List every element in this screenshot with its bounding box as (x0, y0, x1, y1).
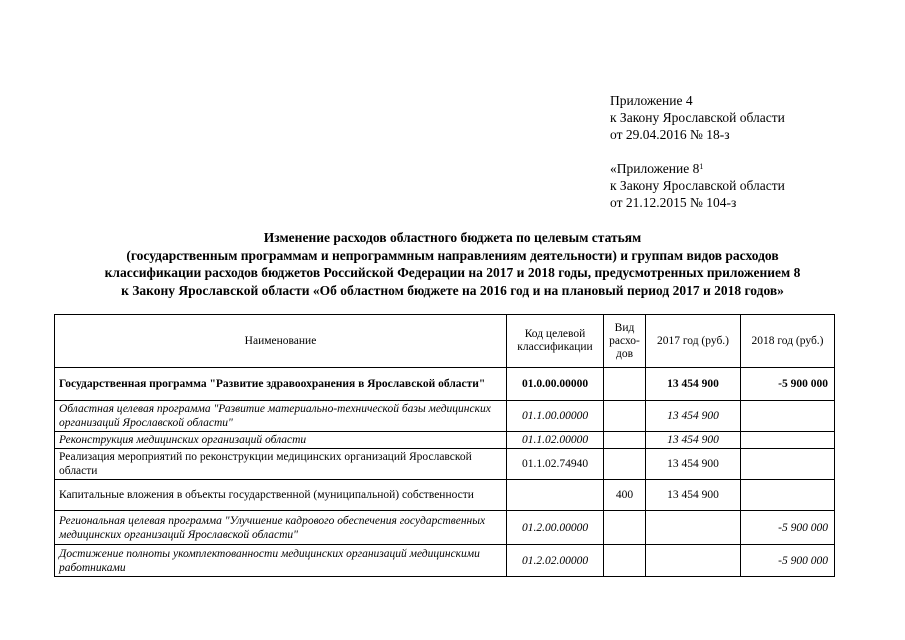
appendix-line: «Приложение $8^1$ (610, 161, 704, 176)
row-type (604, 368, 646, 401)
appendix-line: Приложение 4 (610, 93, 693, 108)
row-name: Государственная программа "Развитие здравоохранения в Ярославской области" (55, 368, 507, 401)
row-type (604, 449, 646, 480)
row-code: 01.0.00.00000 (507, 368, 604, 401)
row-2018: -5 900 000 (741, 511, 835, 545)
row-code: 01.2.00.00000 (507, 511, 604, 545)
row-2017: 13 454 900 (646, 480, 741, 511)
row-name: Достижение полноты укомплектованности медицинских организаций медицинскими работниками (55, 545, 507, 577)
row-2018: -5 900 000 (741, 368, 835, 401)
budget-table (54, 314, 835, 577)
table-row (55, 480, 835, 511)
appendix-line: от 21.12.2015 № 104-з (610, 195, 737, 210)
appendix-line: к Закону Ярославской области (610, 178, 785, 193)
row-2018: -5 900 000 (741, 545, 835, 577)
row-name: Областная целевая программа "Развитие материально-технической базы медицинских организаций Ярославской области" (55, 401, 507, 432)
row-2018 (741, 401, 835, 432)
row-2017: 13 454 900 (646, 432, 741, 449)
title-line: (государственным программам и непрограммным направлениям деятельности) и группам видов расходов (126, 247, 779, 263)
table-row (55, 401, 835, 432)
row-type: 400 (604, 480, 646, 511)
row-type (604, 545, 646, 577)
document-title (40, 229, 865, 299)
header-type: Вид расхо-дов (604, 315, 646, 368)
row-type (604, 432, 646, 449)
row-name: Реконструкция медицинских организаций области (55, 432, 507, 449)
row-code: 01.1.00.00000 (507, 401, 604, 432)
appendix-line: к Закону Ярославской области (610, 110, 785, 125)
row-code: 01.1.02.00000 (507, 432, 604, 449)
row-name: Капитальные вложения в объекты государственной (муниципальной) собственности (55, 480, 507, 511)
row-2017 (646, 545, 741, 577)
row-code: 01.1.02.74940 (507, 449, 604, 480)
row-2017: 13 454 900 (646, 401, 741, 432)
row-2017: 13 454 900 (646, 368, 741, 401)
title-line: классификации расходов бюджетов Российской Федерации на 2017 и 2018 годы, предусмотренных приложением 8 (104, 265, 801, 280)
row-code: 01.2.02.00000 (507, 545, 604, 577)
row-name: Региональная целевая программа "Улучшение кадрового обеспечения государственных медицинских организаций Ярославской области" (55, 511, 507, 545)
header-name: Наименование (55, 315, 507, 368)
row-type (604, 401, 646, 432)
appendix-header-original (610, 160, 785, 211)
title-line: к Закону Ярославской области «Об областном бюджете на 2016 год и на плановый период 2017 и 2018 годов» (121, 282, 784, 298)
header-2017: 2017 год (руб.) (646, 315, 741, 368)
table-row (55, 368, 835, 401)
table-row (55, 432, 835, 449)
appendix-superscript: 1 (699, 162, 704, 171)
header-2018: 2018 год (руб.) (741, 315, 835, 368)
title-line: Изменение расходов областного бюджета по целевым статьям (263, 230, 642, 245)
row-code (507, 480, 604, 511)
header-code: Код целевой классификации (507, 315, 604, 368)
table-row (55, 449, 835, 480)
row-2018 (741, 480, 835, 511)
row-2017: 13 454 900 (646, 449, 741, 480)
row-type (604, 511, 646, 545)
table-header-row (55, 315, 835, 368)
row-2017 (646, 511, 741, 545)
row-name: Реализация мероприятий по реконструкции медицинских организаций Ярославской области (55, 449, 507, 480)
table-row (55, 545, 835, 577)
appendix-line: от 29.04.2016 № 18-з (610, 127, 730, 142)
appendix-header-current (610, 92, 785, 143)
row-2018 (741, 432, 835, 449)
row-2018 (741, 449, 835, 480)
table-row (55, 511, 835, 545)
